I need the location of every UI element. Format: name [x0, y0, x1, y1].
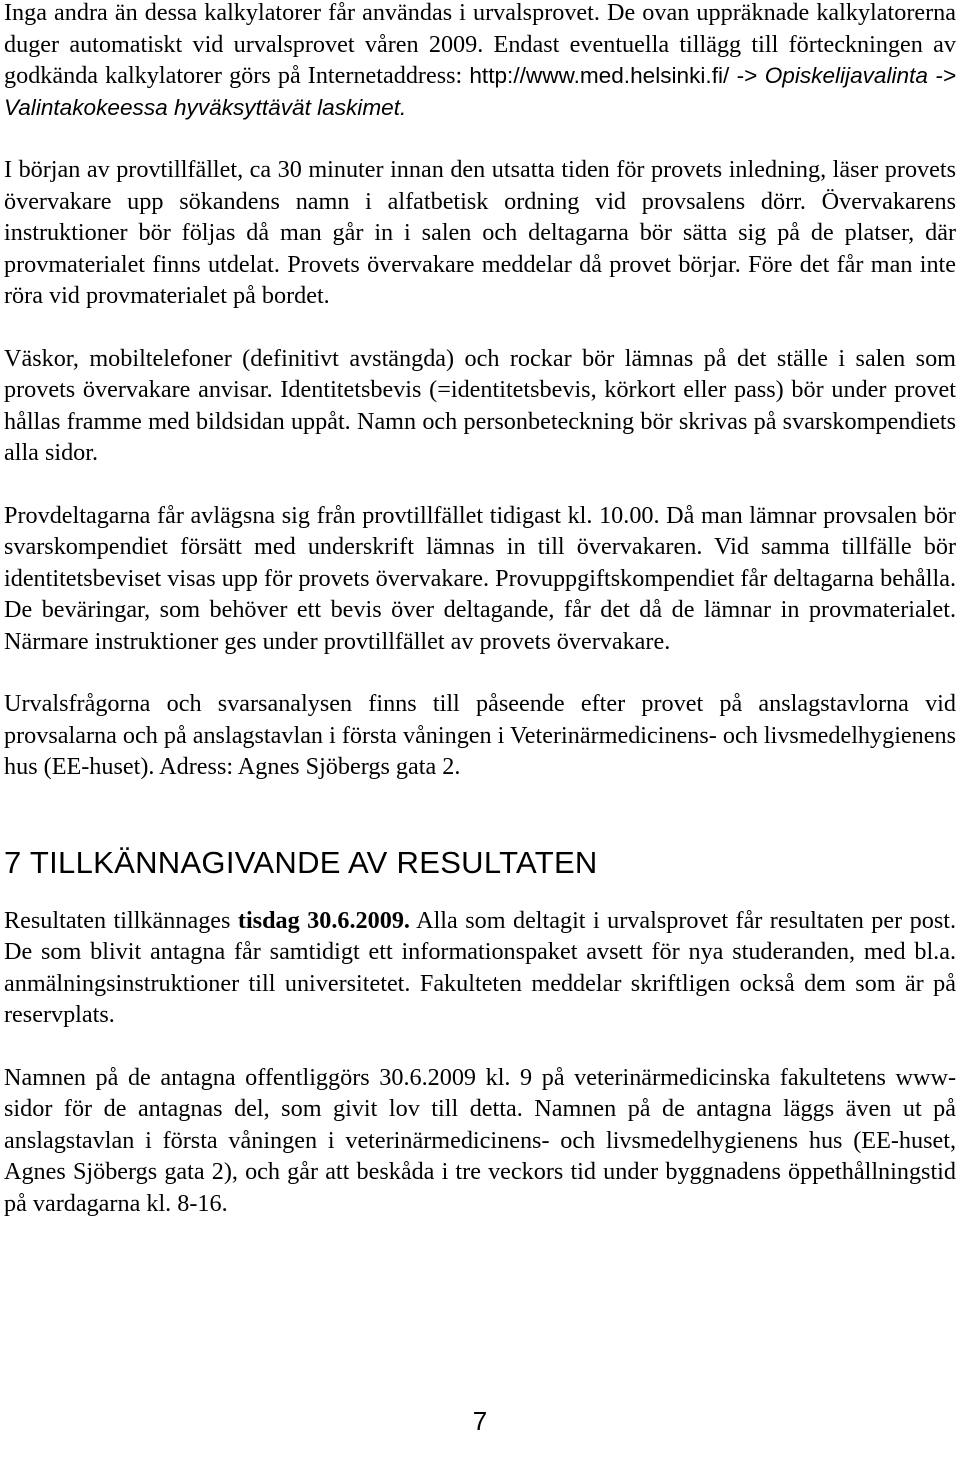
arrow-text: ->	[729, 63, 765, 88]
calculator-paragraph	[4, 0, 956, 123]
document-page	[4, 0, 956, 1219]
page-number: 7	[472, 1406, 488, 1436]
answers-paragraph: Urvalsfrågorna och svarsanalysen finns till påseende efter provet på anslagstavlorna vid provsalarna och på anslagstavlan i första våningen i Veterinärmedicinens- och livsmedelhygienens hus (EE-huset). Adress: Agnes Sjöbergs gata 2.	[4, 690, 956, 780]
url-link[interactable]: http://www.med.helsinki.fi/	[469, 63, 730, 88]
leaving-paragraph: Provdeltagarna får avlägsna sig från provtillfället tidigast kl. 10.00. Då man lämnar provsalen bör svarskompendiet försätt med underskrift lämnas in till övervakaren. Vid samma tillfälle bör identitetsbeviset visas upp för provets övervakare. Provuppgiftskompendiet får deltagarna behålla. De beväringar, som behöver ett bevis över deltagande, får det då de lämnar in provmaterialet. Närmare instruktioner ges under provtillfället av provets övervakare.	[4, 501, 956, 655]
section-heading: 7 TILLKÄNNAGIVANDE AV RESULTATEN	[4, 844, 598, 880]
calculator-text: Inga andra än dessa kalkylatorer får användas i urvalsprovet. De ovan uppräknade kalkylatorerna duger automatiskt vid urvalsprovet våren 2009. Endast eventuella tillägg till förteckningen av godkända kalkylatorer görs på Internetaddress:	[4, 0, 956, 89]
results-date: tisdag 30.6.2009.	[237, 906, 410, 934]
results-text-after: Alla som deltagit i urvalsprovet får resultaten per post. De som blivit antagna får samtidigt ett informationspaket avsett för nya studeranden, med bl.a. anmälningsinstruktioner till universitetet. Fakulteten meddelar skriftligen också dem som är på reservplats.	[4, 906, 956, 1028]
results-text-before: Resultaten tillkännages	[4, 906, 238, 934]
names-paragraph: Namnen på de antagna offentliggörs 30.6.2009 kl. 9 på veterinärmedicinska fakultetens www-sidor för de antagnas del, som givit lov till detta. Namnen på de antagna läggs även ut på anslagstavlan i första våningen i veterinärmedicinens- och livsmedelhygienens hus (EE-huset, Agnes Sjöbergs gata 2), och går att beskåda i tre veckors tid under byggnadens öppethållningstid på vardagarna kl. 8-16.	[4, 1063, 956, 1217]
exam-start-paragraph: I början av provtillfället, ca 30 minuter innan den utsatta tiden för provets inledning, läser provets övervakare upp sökandens namn i alfatbetisk ordning vid provsalens dörr. Övervakarens instruktioner bör följas då man går in i salen och deltagarna bör sätta sig på de platser, där provmaterialet finns utdelat. Provets övervakare meddelar då provet börjar. Före det får man inte röra vid provmaterialet på bordet.	[4, 156, 956, 309]
url-path-text: Opiskelijavalinta -> Valintakokeessa hyväksyttävät laskimet.	[4, 63, 956, 120]
results-paragraph	[4, 905, 956, 1031]
belongings-paragraph: Väskor, mobiltelefoner (definitivt avstängda) och rockar bör lämnas på det ställe i salen som provets övervakare anvisar. Identitetsbevis (=identitetsbevis, körkort eller pass) bör under provet hållas framme med bildsidan uppåt. Namn och personbeteckning bör skrivas på svarskompendiets alla sidor.	[4, 344, 956, 466]
